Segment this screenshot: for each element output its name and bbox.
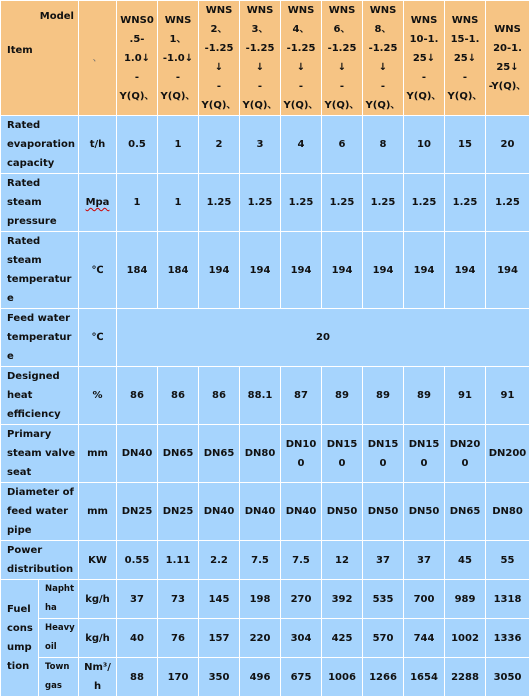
table-cell: 55	[486, 541, 529, 580]
model-line: 4、	[283, 20, 319, 39]
fuel-type: Heavy oil	[39, 619, 79, 658]
model-line: -Y(Q)、	[406, 68, 442, 106]
fuel-unit: kg/h	[79, 619, 117, 658]
table-cell: 1336	[486, 619, 529, 658]
table-cell: 8	[363, 116, 404, 174]
table-cell: DN40	[281, 483, 322, 541]
table-cell: 1.25	[240, 174, 281, 232]
model-line: 8、	[365, 20, 401, 39]
model-line: WNS	[447, 11, 483, 30]
table-cell: 194	[240, 232, 281, 309]
table-cell: 1	[117, 174, 158, 232]
model-header-4	[240, 1, 281, 116]
table-cell: 37	[117, 580, 158, 619]
table-row	[1, 425, 529, 483]
table-row	[1, 232, 529, 309]
table-cell: 1318	[486, 580, 529, 619]
fuel-row	[1, 580, 529, 619]
table-cell: DN25	[117, 483, 158, 541]
model-line: -Y(Q)、	[365, 77, 401, 115]
model-header-6	[322, 1, 363, 116]
model-line: WNS0	[119, 11, 155, 30]
table-cell: 989	[445, 580, 486, 619]
table-cell: 194	[486, 232, 529, 309]
table-cell: 1.25	[281, 174, 322, 232]
table-cell: 1006	[322, 658, 363, 697]
table-cell: 40	[117, 619, 158, 658]
model-header-5	[281, 1, 322, 116]
table-cell: 1.25	[363, 174, 404, 232]
table-cell: DN100	[281, 425, 322, 483]
table-cell: 86	[117, 367, 158, 425]
table-cell: 496	[240, 658, 281, 697]
model-line: -Y(Q)、	[119, 68, 155, 106]
table-cell: 45	[445, 541, 486, 580]
row-unit: t/h	[79, 116, 117, 174]
model-line: WNS	[488, 20, 527, 39]
table-cell: 3050	[486, 658, 529, 697]
model-line: 10-1.	[406, 30, 442, 49]
table-cell: 744	[404, 619, 445, 658]
row-unit: KW	[79, 541, 117, 580]
row-label: Rated evaporation capacity	[1, 116, 79, 174]
table-cell: 570	[363, 619, 404, 658]
model-line: 25↓	[406, 49, 442, 68]
model-line: -1.25↓	[324, 39, 360, 77]
table-cell: DN65	[199, 425, 240, 483]
model-line: 20-1.	[488, 39, 527, 58]
table-cell: 10	[404, 116, 445, 174]
table-cell: DN200	[445, 425, 486, 483]
table-cell: DN200	[486, 425, 529, 483]
table-cell: 7.5	[281, 541, 322, 580]
row-unit: Mpa	[79, 174, 117, 232]
table-cell: 89	[363, 367, 404, 425]
table-cell: DN50	[404, 483, 445, 541]
table-cell: 1.25	[486, 174, 529, 232]
model-line: -1.25↓	[242, 39, 278, 77]
row-unit: mm	[79, 425, 117, 483]
model-line: -1.25↓	[283, 39, 319, 77]
table-cell: DN80	[486, 483, 529, 541]
table-cell: 1	[158, 116, 199, 174]
model-mark: 、	[79, 1, 117, 116]
table-row	[1, 483, 529, 541]
table-row	[1, 367, 529, 425]
model-line: 15-1.	[447, 30, 483, 49]
table-cell: 184	[158, 232, 199, 309]
table-cell: 425	[322, 619, 363, 658]
table-cell: 1654	[404, 658, 445, 697]
table-cell: 194	[363, 232, 404, 309]
fuel-consumption-label: Fuel consumption	[1, 580, 39, 697]
table-cell: 194	[281, 232, 322, 309]
table-cell: 1.25	[404, 174, 445, 232]
table-cell: 4	[281, 116, 322, 174]
table-cell: 0.5	[117, 116, 158, 174]
table-cell: 37	[363, 541, 404, 580]
model-header-7	[363, 1, 404, 116]
table-row	[1, 541, 529, 580]
model-line: 6、	[324, 20, 360, 39]
table-cell: 86	[158, 367, 199, 425]
row-unit: ℃	[79, 232, 117, 309]
fuel-row	[1, 658, 529, 697]
table-row	[1, 116, 529, 174]
table-cell: 1002	[445, 619, 486, 658]
row-label: Feed water temperature	[1, 309, 79, 367]
model-line: WNS	[201, 1, 237, 20]
table-cell: 145	[199, 580, 240, 619]
row-unit: mm	[79, 483, 117, 541]
table-cell: 76	[158, 619, 199, 658]
merged-cell: 20	[117, 309, 529, 367]
table-cell: 6	[322, 116, 363, 174]
table-cell: 91	[486, 367, 529, 425]
table-cell: 1.25	[322, 174, 363, 232]
table-cell: DN150	[363, 425, 404, 483]
model-line: -Y(Q)、	[242, 77, 278, 115]
table-cell: 220	[240, 619, 281, 658]
table-cell: 1.11	[158, 541, 199, 580]
model-header-1	[117, 1, 158, 116]
row-unit: ℃	[79, 309, 117, 367]
table-cell: DN65	[445, 483, 486, 541]
table-cell: 270	[281, 580, 322, 619]
item-label: Item	[7, 41, 33, 60]
table-cell: 15	[445, 116, 486, 174]
table-cell: 87	[281, 367, 322, 425]
table-cell: 0.55	[117, 541, 158, 580]
model-line: -Y(Q)、	[160, 68, 196, 106]
table-cell: 88.1	[240, 367, 281, 425]
row-unit: %	[79, 367, 117, 425]
model-label: Model	[40, 7, 74, 26]
table-cell: 304	[281, 619, 322, 658]
table-cell: 350	[199, 658, 240, 697]
row-label: Rated steam pressure	[1, 174, 79, 232]
model-line: WNS	[160, 11, 196, 30]
table-cell: 194	[404, 232, 445, 309]
table-cell: 535	[363, 580, 404, 619]
table-cell: DN25	[158, 483, 199, 541]
table-cell: 1266	[363, 658, 404, 697]
table-cell: DN40	[240, 483, 281, 541]
table-cell: 37	[404, 541, 445, 580]
model-line: WNS	[242, 1, 278, 20]
table-cell: 675	[281, 658, 322, 697]
table-cell: 89	[322, 367, 363, 425]
table-cell: DN40	[199, 483, 240, 541]
fuel-unit: kg/h	[79, 580, 117, 619]
table-cell: 86	[199, 367, 240, 425]
model-line: 25↓	[447, 49, 483, 68]
fuel-type: Town gas	[39, 658, 79, 697]
table-cell: 184	[117, 232, 158, 309]
model-line: WNS	[365, 1, 401, 20]
table-cell: 194	[199, 232, 240, 309]
table-cell: 194	[322, 232, 363, 309]
model-line: -1.0↓	[160, 49, 196, 68]
table-cell: 91	[445, 367, 486, 425]
model-line: -Y(Q)、	[324, 77, 360, 115]
row-label: Diameter of feed water pipe	[1, 483, 79, 541]
table-cell: 2288	[445, 658, 486, 697]
fuel-type: Naphtha	[39, 580, 79, 619]
table-cell: DN80	[240, 425, 281, 483]
table-cell: 392	[322, 580, 363, 619]
model-header-9	[445, 1, 486, 116]
model-line: -1.25↓	[201, 39, 237, 77]
table-cell: 1	[158, 174, 199, 232]
model-header-3	[199, 1, 240, 116]
table-cell: 3	[240, 116, 281, 174]
table-cell: DN150	[322, 425, 363, 483]
table-cell: 73	[158, 580, 199, 619]
table-cell: 157	[199, 619, 240, 658]
model-line: WNS	[324, 1, 360, 20]
table-cell: DN50	[363, 483, 404, 541]
table-row	[1, 174, 529, 232]
table-row	[1, 309, 529, 367]
model-line: 2、	[201, 20, 237, 39]
model-line: -Y(Q)、	[283, 77, 319, 115]
model-line: .5-1.0↓	[119, 30, 155, 68]
model-line: WNS	[406, 11, 442, 30]
model-line: 3、	[242, 20, 278, 39]
table-cell: 194	[445, 232, 486, 309]
table-cell: DN40	[117, 425, 158, 483]
model-line: WNS	[283, 1, 319, 20]
table-cell: DN150	[404, 425, 445, 483]
table-cell: 89	[404, 367, 445, 425]
model-line: -Y(Q)、	[447, 68, 483, 106]
table-cell: 20	[486, 116, 529, 174]
table-cell: 198	[240, 580, 281, 619]
row-label: Designed heat efficiency	[1, 367, 79, 425]
model-header-2	[158, 1, 199, 116]
table-cell: DN50	[322, 483, 363, 541]
model-line: -Y(Q)、	[201, 77, 237, 115]
row-label: Rated steam temperature	[1, 232, 79, 309]
table-cell: 12	[322, 541, 363, 580]
table-cell: 1.25	[445, 174, 486, 232]
model-line: 1、	[160, 30, 196, 49]
table-cell: 1.25	[199, 174, 240, 232]
header-row	[1, 1, 529, 116]
model-header-8	[404, 1, 445, 116]
model-line: 25↓	[488, 58, 527, 77]
fuel-unit: Nm³/h	[79, 658, 117, 697]
model-header-10	[486, 1, 529, 116]
item-header	[1, 1, 79, 116]
table-cell: 170	[158, 658, 199, 697]
table-cell: 2	[199, 116, 240, 174]
row-label: Power distribution	[1, 541, 79, 580]
table-cell: 700	[404, 580, 445, 619]
row-label: Primary steam valve seat	[1, 425, 79, 483]
table-cell: 88	[117, 658, 158, 697]
fuel-row	[1, 619, 529, 658]
table-cell: 7.5	[240, 541, 281, 580]
table-cell: 2.2	[199, 541, 240, 580]
model-line: -1.25↓	[365, 39, 401, 77]
table-cell: DN65	[158, 425, 199, 483]
model-line: -Y(Q)、	[488, 77, 527, 96]
